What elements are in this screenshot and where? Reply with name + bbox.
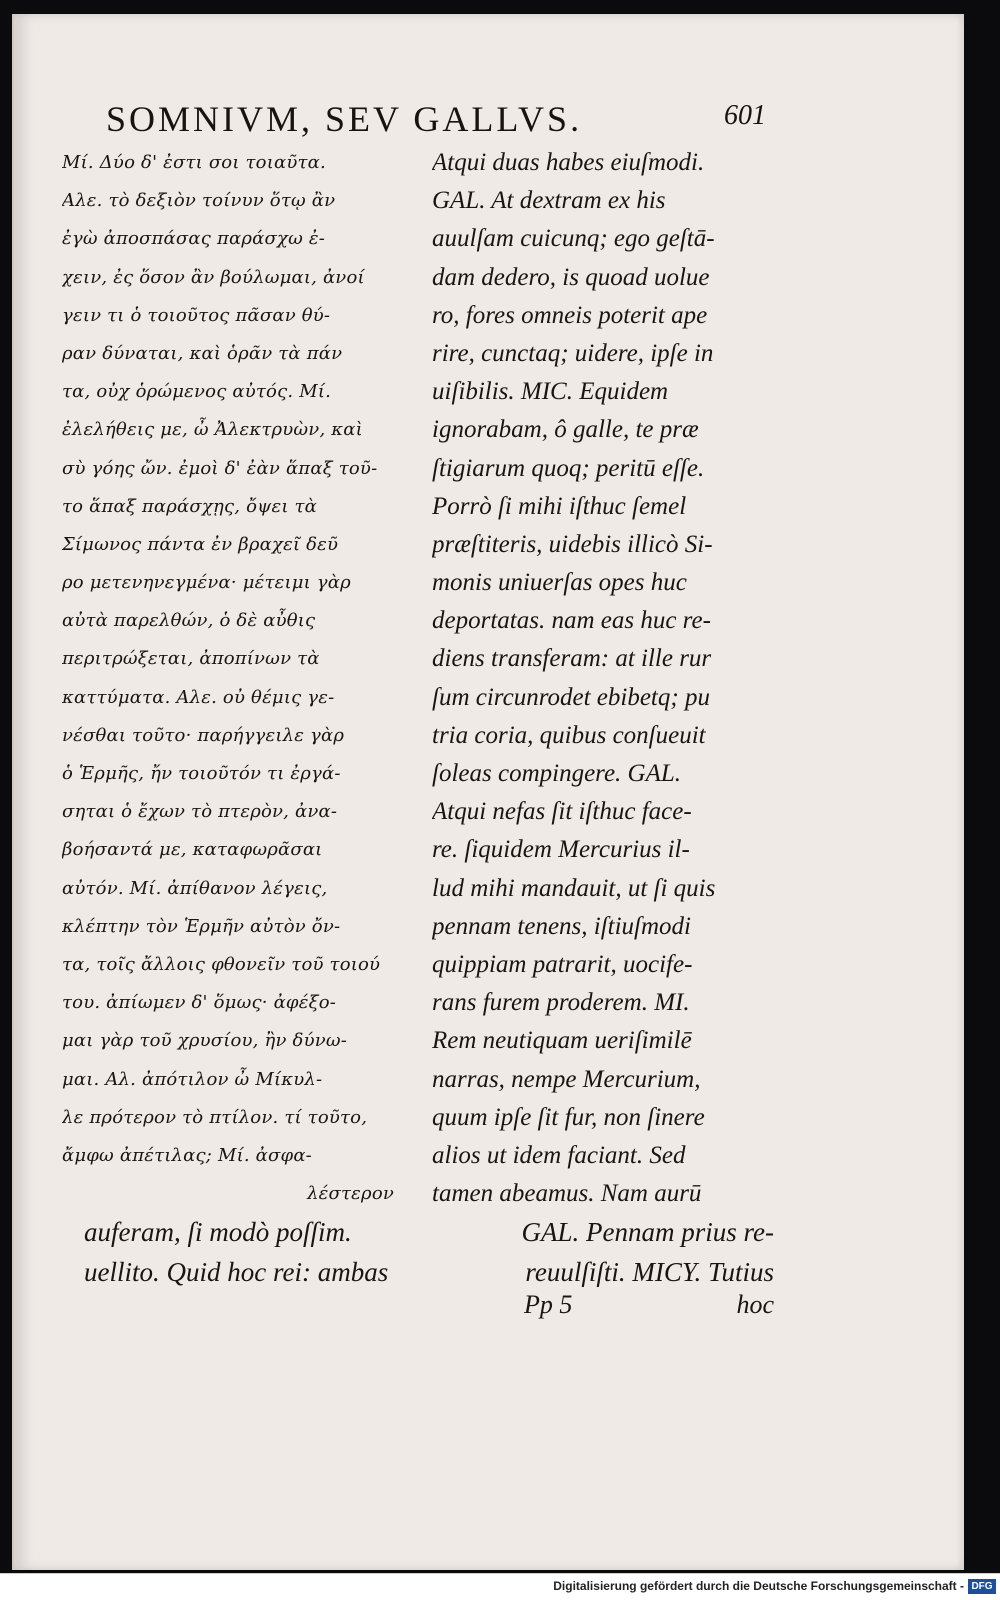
footer-bar <box>0 1573 1000 1600</box>
latin-text-line: ſtigiarum quoq; peritū eſſe. <box>432 454 705 482</box>
greek-text-line: περιτρώξεται, ἀποπίνων τὰ <box>62 648 320 670</box>
latin-column <box>432 144 770 1213</box>
greek-text-line: σηται ὁ ἔχων τὸ πτερὸν, ἀνα- <box>62 801 338 823</box>
latin-text-line: Rem neutiquam ueriſimilē <box>432 1027 692 1055</box>
greek-text-line: Αλε. τὸ δεξιὸν τοίνυν ὅτῳ ἂν <box>62 190 336 212</box>
book-page <box>12 14 964 1570</box>
latin-text-line: ignorabam, ô galle, te præ <box>432 416 699 444</box>
signature-mark: Pp 5 <box>524 1290 573 1319</box>
latin-text-line: ſum circunrodet ebibetq; pu <box>432 683 710 711</box>
greek-text-line: λέστερον <box>307 1183 394 1205</box>
greek-text-line: το ἅπαξ παράσχῃς, ὄψει τὰ <box>62 495 318 517</box>
greek-text-line: ἐγὼ ἀποσπάσας παράσχω ἐ- <box>62 228 326 250</box>
latin-text-line: diens transferam: at ille rur <box>432 645 712 673</box>
page-header <box>106 98 766 142</box>
greek-text-line: χειν, ἐς ὅσον ἂν βούλωμαι, ἀνοί <box>62 266 365 288</box>
latin-text-line: dam dedero, is quoad uolue <box>432 263 710 291</box>
greek-text-line: Σίμωνος πάντα ἐν βραχεῖ δεῦ <box>62 533 339 555</box>
latin-text-line: pennam tenens, iſtiuſmodi <box>432 912 691 940</box>
latin-text-line: GAL. At dextram ex his <box>432 187 666 215</box>
full-width-line <box>84 1252 774 1292</box>
greek-text-line: λε πρότερον τὸ πτίλον. τί τοῦτο, <box>62 1106 368 1128</box>
latin-text-line: re. ſiquidem Mercurius il- <box>432 836 690 864</box>
greek-text-line: τα, τοῖς ἄλλοις φθονεῖν τοῦ τοιού <box>62 953 381 975</box>
greek-text-line: αὐτόν. Μί. ἀπίθανον λέγεις, <box>62 877 328 899</box>
scan-border <box>0 0 1000 14</box>
greek-text-line: ραν δύναται, καὶ ὁρᾶν τὰ πάν <box>62 342 343 364</box>
greek-text-line: αὐτὰ παρελθών, ὁ δὲ αὖθις <box>62 610 316 632</box>
greek-text-line: ἄμφω ἀπέτιλας; Μί. ἀσφα- <box>62 1144 312 1166</box>
greek-text-line: τα, οὐχ ὁρώμενος αὐτός. Μί. <box>62 381 332 403</box>
greek-text-line: γειν τι ὁ τοιοῦτος πᾶσαν θύ- <box>62 304 331 326</box>
greek-text-line: σὺ γόης ὤν. ἐμοὶ δ' ἐὰν ἅπαξ τοῦ- <box>62 457 378 479</box>
latin-text-line: alios ut idem faciant. Sed <box>432 1141 686 1169</box>
running-title: SOMNIVM, SEV GALLVS. <box>106 99 583 139</box>
latin-text-line: auulſam cuicunq; ego geſtā- <box>432 225 715 253</box>
latin-text-line: ſoleas compingere. GAL. <box>432 760 682 787</box>
full-width-lines <box>84 1212 774 1292</box>
latin-text-line: quum ipſe ſit fur, non ſinere <box>432 1103 705 1131</box>
latin-text-line: deportatas. nam eas huc re- <box>432 607 711 635</box>
greek-text-line: νέσθαι τοῦτο· παρήγγειλε γὰρ <box>62 724 345 746</box>
greek-text-line: καττύματα. Αλε. οὐ θέμις γε- <box>62 686 335 708</box>
greek-text-line: μαι. Αλ. ἀπότιλον ὦ Μίκυλ- <box>62 1068 323 1090</box>
full-width-line <box>84 1212 774 1252</box>
latin-text-line: ro, fores omneis poterit ape <box>432 301 708 329</box>
latin-text-line: quippiam patrarit, uocife- <box>432 950 693 978</box>
latin-text-line: Atqui duas habes eiuſmodi. <box>432 149 705 176</box>
latin-text-line: rire, cunctaq; uidere, ipſe in <box>432 339 714 367</box>
latin-text-line: tamen abeamus. Nam aurū <box>432 1180 702 1208</box>
funding-notice: Digitalisierung gefördert durch die Deutsche Forschungsgemeinschaft - <box>553 1579 964 1593</box>
greek-text-line: ἐλελήθεις με, ὦ Ἀλεκτρυὼν, καὶ <box>62 419 363 441</box>
latin-text-line: uiſibilis. MIC. Equidem <box>432 378 669 406</box>
line-left: auferam, ſi modò poſſim. <box>84 1217 352 1247</box>
latin-text-line: tria coria, quibus conſueuit <box>432 721 706 749</box>
latin-text-line: Atqui nefas ſit iſthuc face- <box>432 798 692 826</box>
page-number: 601 <box>724 100 766 131</box>
latin-text-line: Porrò ſi mihi iſthuc ſemel <box>432 492 687 520</box>
greek-text-line: ὁ Ἑρμῆς, ἤν τοιοῦτόν τι ἐργά- <box>62 763 341 784</box>
line-right: reuulſiſti. MICY. Tutius <box>525 1257 774 1287</box>
line-right: GAL. Pennam prius re- <box>521 1217 774 1247</box>
greek-column <box>62 144 414 1213</box>
dfg-logo: DFG <box>968 1579 996 1594</box>
signature-line <box>454 1290 774 1330</box>
greek-text-line: του. ἀπίωμεν δ' ὅμως· ἀφέξο- <box>62 992 337 1014</box>
greek-text-line: μαι γὰρ τοῦ χρυσίου, ἢν δύνω- <box>62 1030 348 1052</box>
latin-text-line: narras, nempe Mercurium, <box>432 1065 701 1093</box>
greek-text-line: Μί. Δύο δ' ἐστι σοι τοιαῦτα. <box>62 152 326 173</box>
latin-text-line: rans furem proderem. MI. <box>432 989 690 1017</box>
latin-text-line: lud mihi mandauit, ut ſi quis <box>432 874 716 902</box>
greek-text-line: ρο μετενηνεγμένα· μέτειμι γὰρ <box>62 572 351 594</box>
greek-text-line: κλέπτην τὸν Ἑρμῆν αὐτὸν ὄν- <box>62 915 341 937</box>
catchword: hoc <box>736 1290 774 1319</box>
line-left: uellito. Quid hoc rei: ambas <box>84 1257 389 1287</box>
latin-text-line: monis uniuerſas opes huc <box>432 569 687 597</box>
greek-text-line: βοήσαντά με, καταφωρᾶσαι <box>62 839 323 861</box>
latin-text-line: præſtiteris, uidebis illicò Si- <box>432 530 713 558</box>
